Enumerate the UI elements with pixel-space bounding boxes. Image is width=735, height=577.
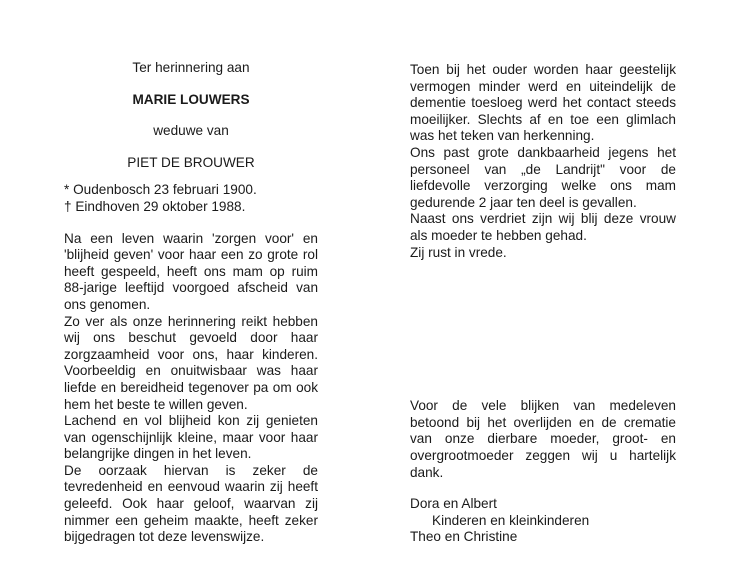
- left-column: [64, 60, 318, 546]
- paragraph-grief: Naast ons verdriet zijn wij blij deze vrouw als moeder te hebben gehad.: [410, 211, 676, 243]
- signature-grandchildren: Kinderen en kleinkinderen: [432, 512, 590, 528]
- deceased-name: MARIE LOUWERS: [132, 91, 250, 107]
- signature-theo-christine: Theo en Christine: [410, 529, 518, 545]
- relation-text: weduwe van: [153, 123, 229, 139]
- thanks-text: Voor de vele blijken van medeleven betoond bij het overlijden en de crematie van onze dierbare moeder, groot- en overgrootmoeder zeggen wij u hartelijk dank.: [410, 398, 676, 480]
- birth-line: * Oudenbosch 23 februari 1900.: [64, 182, 257, 198]
- signature-dora-albert: Dora en Albert: [410, 496, 497, 512]
- intro-text: Ter herinnering aan: [132, 60, 250, 75]
- paragraph-joy: Lachend en vol blijheid kon zij genieten van ogenschijnlijk kleine, maar voor haar belangrijke dingen in het leven.: [64, 413, 318, 462]
- paragraph-dementia: Toen bij het ouder worden haar geestelijk vermogen minder werd en uiteindelijk de dementie toesloeg werd het contact steeds moeilijker. Slechts af en toe een glimlach was het teken van herkenning.: [410, 62, 676, 144]
- spouse-name: PIET DE BROUWER: [127, 154, 255, 170]
- paragraph-life: Na een leven waarin 'zorgen voor' en 'blijheid geven' voor haar een zo grote rol heeft gespeeld, heeft ons mam op ruim 88-jarige leeftijd voorgoed afscheid van ons genomen.: [64, 230, 318, 312]
- rest-in-peace: Zij rust in vrede.: [410, 244, 507, 260]
- paragraph-memory: Zo ver als onze herinnering reikt hebben wij ons beschut gevoeld door haar zorgzaamheid voor ons, haar kinderen. Voorbeeldig en onuitwisbaar was haar liefde en bereidheid tegenover pa om ook hem het beste te willen geven.: [64, 313, 318, 412]
- death-line: † Eindhoven 29 oktober 1988.: [64, 198, 246, 214]
- paragraph-faith: De oorzaak hiervan is zeker de tevredenheid en eenvoud waarin zij heeft geleefd. Ook haar geloof, waarvan zij nimmer een geheim maakte, heeft zeker bijgedragen tot deze levenswijze.: [64, 462, 318, 545]
- right-column: [410, 62, 676, 546]
- paragraph-gratitude: Ons past grote dankbaarheid jegens het personeel van „de Landrijt" voor de liefdevolle verzorging welke ons mam gedurende 2 jaar ten deel is gevallen.: [410, 144, 676, 210]
